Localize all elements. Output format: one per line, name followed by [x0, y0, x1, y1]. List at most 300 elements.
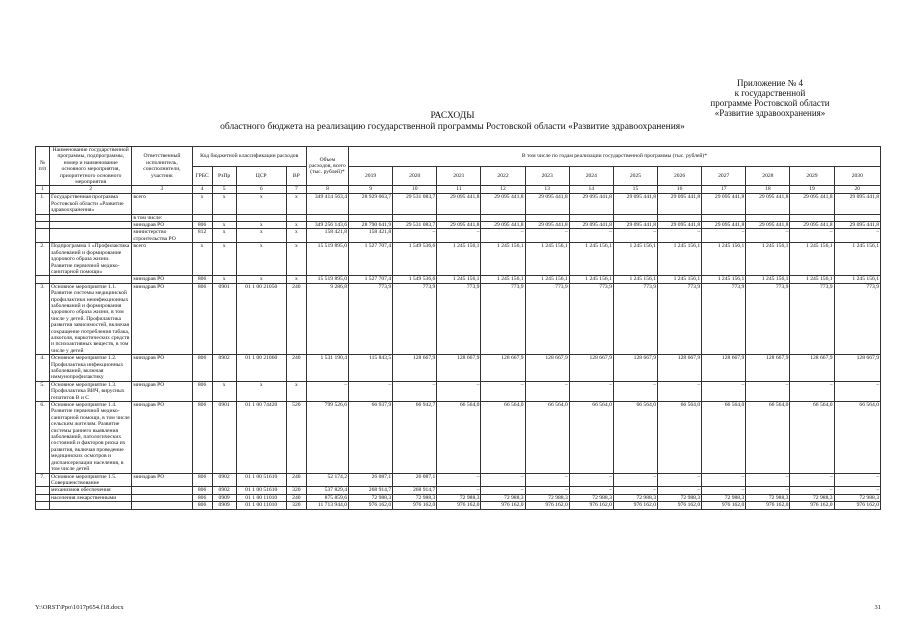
row-rzpr: x: [212, 243, 236, 276]
row-grbs: 806: [192, 502, 212, 509]
row-total: –: [306, 381, 348, 401]
row-year-value: [658, 214, 702, 221]
row-number: [36, 229, 50, 243]
row-year-value: 28 929 063,7: [349, 194, 393, 214]
header-volume: Объем расходов, всего (тыс. рублей)*: [306, 147, 348, 186]
row-total: 15 519 895,0: [306, 243, 348, 276]
row-year-value: 1 549 536,6: [393, 243, 437, 276]
document-title: [0, 111, 905, 133]
row-vr: 520: [286, 402, 306, 473]
column-number: 11: [437, 186, 481, 194]
row-executor: минздрав РО: [132, 402, 192, 473]
column-number: 12: [481, 186, 525, 194]
row-rzpr: x: [212, 381, 236, 401]
row-year-value: 128 667,9: [525, 355, 569, 382]
row-year-value: [702, 214, 746, 221]
row-year-value: –: [790, 473, 834, 487]
row-year-value: 1 245 156,1: [613, 276, 657, 283]
row-executor: минздрав РО: [132, 473, 192, 487]
row-executor: [132, 487, 192, 494]
row-year-value: –: [790, 487, 834, 494]
row-vr: x: [286, 243, 306, 276]
row-year-value: 1 245 156,1: [746, 276, 790, 283]
row-year-value: 66 937,9: [349, 402, 393, 473]
row-year-value: 976 162,0: [525, 502, 569, 509]
row-year-value: 773,9: [746, 283, 790, 354]
row-executor: минздрав РО: [132, 222, 192, 229]
row-year-value: 1 245 156,1: [658, 243, 702, 276]
row-year-value: 1 245 156,1: [437, 243, 481, 276]
appendix-line: к государственной: [734, 88, 806, 98]
row-year-value: –: [437, 487, 481, 494]
row-year-value: –: [393, 229, 437, 243]
column-number: 16: [658, 186, 702, 194]
row-year-value: 29 095 441,8: [658, 194, 702, 214]
row-year-value: 29 095 441,8: [702, 194, 746, 214]
row-number: 7.: [36, 473, 50, 487]
row-rzpr: x: [212, 229, 236, 243]
row-total: 11 713 944,0: [306, 502, 348, 509]
column-number-row: [36, 186, 881, 194]
row-csr: x: [236, 222, 286, 229]
header-vr: ВР: [286, 166, 306, 186]
row-year-value: 66 564,0: [746, 402, 790, 473]
row-total: 349 256 143,6: [306, 222, 348, 229]
row-total: [306, 214, 348, 221]
title-line-1: РАСХОДЫ: [430, 111, 475, 121]
column-number: 7: [286, 186, 306, 194]
row-year-value: [790, 214, 834, 221]
row-grbs: 806: [192, 222, 212, 229]
row-number: [36, 494, 50, 501]
row-year-value: [613, 214, 657, 221]
row-year-value: 1 245 156,1: [834, 243, 880, 276]
row-year-value: [437, 214, 481, 221]
row-year-value: –: [569, 473, 613, 487]
table-row: [36, 283, 881, 354]
row-year-value: 976 162,0: [658, 502, 702, 509]
row-number: 3.: [36, 283, 50, 354]
row-year-value: 128 667,9: [834, 355, 880, 382]
header-year: 2030: [834, 166, 880, 186]
row-year-value: 29 095 441,8: [525, 194, 569, 214]
column-number: 14: [569, 186, 613, 194]
table-row: [36, 222, 881, 229]
row-year-value: 29 095 441,8: [569, 222, 613, 229]
row-grbs: x: [192, 243, 212, 276]
row-csr: 01 1 00 74420: [236, 402, 286, 473]
row-grbs: 806: [192, 276, 212, 283]
row-year-value: 29 095 441,8: [658, 222, 702, 229]
header-grbs: ГРБС: [192, 166, 212, 186]
row-grbs: [192, 214, 212, 221]
row-year-value: –: [746, 381, 790, 401]
row-year-value: 1 527 707,4: [349, 243, 393, 276]
row-year-value: 268 914,7: [393, 487, 437, 494]
row-csr: 01 1 00 51610: [236, 487, 286, 494]
row-year-value: 66 564,0: [525, 402, 569, 473]
row-year-value: 29 531 083,7: [393, 222, 437, 229]
row-year-value: 773,9: [613, 283, 657, 354]
column-number: 17: [702, 186, 746, 194]
row-csr: [236, 214, 286, 221]
row-year-value: –: [834, 473, 880, 487]
row-year-value: 26 087,1: [349, 473, 393, 487]
row-rzpr: 0902: [212, 487, 236, 494]
row-year-value: 128 667,9: [613, 355, 657, 382]
row-year-value: 72 988,3: [746, 494, 790, 501]
row-name: Основное мероприятие 1.5. Совершенствование: [50, 473, 132, 487]
row-year-value: 29 095 441,8: [746, 194, 790, 214]
row-executor: минздрав РО: [132, 355, 192, 382]
row-csr: x: [236, 229, 286, 243]
row-csr: 01 1 00 21060: [236, 355, 286, 382]
row-year-value: 1 549 536,6: [393, 276, 437, 283]
row-year-value: 29 095 441,8: [790, 222, 834, 229]
row-year-value: –: [658, 229, 702, 243]
row-rzpr: x: [212, 194, 236, 214]
row-year-value: –: [569, 381, 613, 401]
row-number: 5.: [36, 381, 50, 401]
row-vr: 240: [286, 473, 306, 487]
file-path: Y:\ORST\Ppo\1017p654.f18.docx: [35, 604, 124, 611]
row-year-value: 1 245 156,1: [834, 276, 880, 283]
row-grbs: 806: [192, 494, 212, 501]
row-year-value: 66 564,0: [569, 402, 613, 473]
column-number: 8: [306, 186, 348, 194]
row-year-value: 1 245 156,1: [702, 276, 746, 283]
row-number: [36, 276, 50, 283]
row-grbs: 806: [192, 381, 212, 401]
table-row: [36, 502, 881, 509]
row-year-value: –: [481, 473, 525, 487]
row-year-value: –: [613, 381, 657, 401]
row-year-value: –: [525, 473, 569, 487]
row-grbs: 806: [192, 355, 212, 382]
column-number: 20: [834, 186, 880, 194]
row-grbs: 806: [192, 473, 212, 487]
header-years-group: В том числе по годам реализации государственной программы (тыс. рублей)*: [349, 147, 881, 167]
row-csr: x: [236, 243, 286, 276]
table-row: [36, 402, 881, 473]
row-year-value: 72 988,3: [790, 494, 834, 501]
column-number: 18: [746, 186, 790, 194]
row-csr: x: [236, 276, 286, 283]
column-number: 5: [212, 186, 236, 194]
row-csr: x: [236, 381, 286, 401]
row-vr: [286, 214, 306, 221]
row-total: 349 414 563,4: [306, 194, 348, 214]
row-number: [36, 214, 50, 221]
row-year-value: 976 162,0: [569, 502, 613, 509]
row-year-value: 1 245 156,1: [569, 243, 613, 276]
header-rzpr: РзПр: [212, 166, 236, 186]
row-number: [36, 502, 50, 509]
row-csr: 01 1 00 21050: [236, 283, 286, 354]
row-total: 537 829,4: [306, 487, 348, 494]
row-number: [36, 487, 50, 494]
row-year-value: 1 527 707,4: [349, 276, 393, 283]
row-year-value: 1 245 156,1: [481, 276, 525, 283]
row-year-value: 128 667,9: [746, 355, 790, 382]
row-year-value: 66 564,0: [702, 402, 746, 473]
row-year-value: 128 667,9: [569, 355, 613, 382]
row-year-value: 773,9: [393, 283, 437, 354]
table-row: [36, 355, 881, 382]
row-year-value: –: [569, 487, 613, 494]
row-year-value: 66 564,0: [658, 402, 702, 473]
row-year-value: –: [702, 381, 746, 401]
table-row: [36, 276, 881, 283]
row-vr: 320: [286, 487, 306, 494]
row-year-value: 976 162,0: [790, 502, 834, 509]
row-year-value: 1 245 156,1: [481, 243, 525, 276]
row-name: Основное мероприятие 1.3. Профилактика ВИЧ, вирусных гепатитов В и С: [50, 381, 132, 401]
row-year-value: 1 245 156,1: [569, 276, 613, 283]
row-year-value: 1 245 156,1: [790, 243, 834, 276]
row-year-value: 1 245 156,1: [702, 243, 746, 276]
row-year-value: –: [658, 381, 702, 401]
row-executor: [132, 494, 192, 501]
header-year: 2022: [481, 166, 525, 186]
row-year-value: 29 095 441,8: [481, 194, 525, 214]
row-year-value: 1 245 156,1: [525, 243, 569, 276]
page-footer: [35, 604, 881, 611]
row-year-value: [525, 214, 569, 221]
row-year-value: 158 421,8: [349, 229, 393, 243]
header-year: 2021: [437, 166, 481, 186]
table-row: [36, 494, 881, 501]
row-rzpr: 0909: [212, 494, 236, 501]
row-year-value: 66 564,0: [834, 402, 880, 473]
appendix-line: «Развитие здравоохранения»: [714, 108, 826, 118]
column-number: 19: [790, 186, 834, 194]
row-name: Основное мероприятие 1.2. Профилактика инфекционных заболеваний, включая иммунопрофилактику: [50, 355, 132, 382]
row-year-value: 72 988,3: [702, 494, 746, 501]
row-year-value: 976 162,0: [613, 502, 657, 509]
row-name: [50, 214, 132, 221]
row-year-value: –: [746, 229, 790, 243]
row-year-value: 976 162,0: [393, 502, 437, 509]
row-csr: 01 1 00 11010: [236, 494, 286, 501]
row-year-value: 773,9: [481, 283, 525, 354]
row-year-value: –: [525, 381, 569, 401]
row-year-value: 976 162,0: [349, 502, 393, 509]
row-rzpr: [212, 214, 236, 221]
row-year-value: 128 667,9: [658, 355, 702, 382]
row-year-value: 29 095 441,8: [834, 194, 880, 214]
row-year-value: 72 988,3: [349, 494, 393, 501]
row-vr: x: [286, 381, 306, 401]
row-year-value: 773,9: [658, 283, 702, 354]
column-number: 3: [132, 186, 192, 194]
appendix-line: Приложение № 4: [737, 78, 803, 88]
row-year-value: 773,9: [437, 283, 481, 354]
row-year-value: 72 988,3: [613, 494, 657, 501]
row-year-value: 29 095 441,8: [702, 222, 746, 229]
row-executor: министерство строительства РО: [132, 229, 192, 243]
row-year-value: 1 245 156,1: [658, 276, 702, 283]
row-year-value: 976 162,0: [746, 502, 790, 509]
header-year: 2023: [525, 166, 569, 186]
header-year: 2025: [613, 166, 657, 186]
row-vr: 240: [286, 494, 306, 501]
row-name: [50, 502, 132, 509]
row-year-value: 29 095 441,8: [613, 222, 657, 229]
row-year-value: [481, 214, 525, 221]
table-row: [36, 194, 881, 214]
row-year-value: 128 667,9: [393, 355, 437, 382]
row-csr: 01 1 00 51610: [236, 473, 286, 487]
expenses-table: [35, 146, 881, 510]
row-year-value: –: [834, 487, 880, 494]
header-year: 2019: [349, 166, 393, 186]
row-year-value: 773,9: [349, 283, 393, 354]
row-total: 15 519 895,0: [306, 276, 348, 283]
row-executor: в том числе:: [132, 214, 192, 221]
row-number: 4.: [36, 355, 50, 382]
row-year-value: [834, 214, 880, 221]
row-year-value: 1 245 156,1: [790, 276, 834, 283]
header-year: 2020: [393, 166, 437, 186]
row-executor: минздрав РО: [132, 381, 192, 401]
row-year-value: –: [790, 381, 834, 401]
table-row: [36, 243, 881, 276]
header-year: 2027: [702, 166, 746, 186]
row-year-value: –: [613, 229, 657, 243]
row-rzpr: 0901: [212, 283, 236, 354]
row-year-value: 66 942,7: [393, 402, 437, 473]
row-vr: 240: [286, 355, 306, 382]
header-year: 2026: [658, 166, 702, 186]
row-number: [36, 222, 50, 229]
row-year-value: 976 162,0: [437, 502, 481, 509]
table-row: [36, 381, 881, 401]
row-year-value: –: [702, 473, 746, 487]
row-year-value: 29 095 441,8: [525, 222, 569, 229]
column-number: 15: [613, 186, 657, 194]
row-year-value: 29 095 441,8: [790, 194, 834, 214]
row-year-value: 976 162,0: [481, 502, 525, 509]
row-year-value: –: [349, 381, 393, 401]
row-year-value: 66 564,0: [613, 402, 657, 473]
row-year-value: –: [658, 487, 702, 494]
row-year-value: –: [481, 487, 525, 494]
row-year-value: 1 245 156,1: [613, 243, 657, 276]
row-year-value: 29 095 441,8: [834, 222, 880, 229]
row-year-value: 976 162,0: [834, 502, 880, 509]
row-rzpr: 0909: [212, 502, 236, 509]
row-year-value: 66 564,0: [790, 402, 834, 473]
row-name: населения лекарственными: [50, 494, 132, 501]
header-year: 2029: [790, 166, 834, 186]
row-number: 6.: [36, 402, 50, 473]
row-csr: x: [236, 194, 286, 214]
row-year-value: –: [834, 381, 880, 401]
row-year-value: –: [834, 229, 880, 243]
row-year-value: –: [437, 381, 481, 401]
page-number: 31: [874, 604, 881, 611]
row-number: 2.: [36, 243, 50, 276]
title-line-2: областного бюджета на реализацию государственной программы Ростовской области «Развитие здравоохранения»: [220, 122, 685, 132]
row-name: [50, 222, 132, 229]
table-row: [36, 487, 881, 494]
row-year-value: –: [702, 229, 746, 243]
table-row: [36, 229, 881, 243]
row-year-value: 773,9: [834, 283, 880, 354]
row-vr: x: [286, 222, 306, 229]
row-year-value: –: [569, 229, 613, 243]
row-name: Подпрограмма 1 «Профилактика заболеваний и формирование здорового образа жизни. Развитие первичной медико-санитарной помощи»: [50, 243, 132, 276]
header-executor: Ответственный исполнитель, соисполнители, участник: [132, 147, 192, 186]
row-year-value: –: [393, 381, 437, 401]
row-executor: всего: [132, 243, 192, 276]
appendix-line: программе Ростовской области: [710, 98, 830, 108]
row-rzpr: 0902: [212, 355, 236, 382]
row-year-value: 28 790 641,9: [349, 222, 393, 229]
row-year-value: 128 667,9: [702, 355, 746, 382]
row-year-value: [746, 214, 790, 221]
row-total: 799 526,6: [306, 402, 348, 473]
column-number: 1: [36, 186, 50, 194]
row-year-value: 976 162,0: [702, 502, 746, 509]
row-vr: x: [286, 229, 306, 243]
row-year-value: –: [481, 229, 525, 243]
row-year-value: 115 843,5: [349, 355, 393, 382]
row-vr: 320: [286, 502, 306, 509]
column-number: 10: [393, 186, 437, 194]
row-year-value: 72 988,3: [393, 494, 437, 501]
row-year-value: 72 988,3: [437, 494, 481, 501]
row-year-value: 1 245 156,1: [437, 276, 481, 283]
header-year: 2024: [569, 166, 613, 186]
column-number: 4: [192, 186, 212, 194]
row-year-value: –: [481, 381, 525, 401]
row-name: Государственная программа Ростовской области «Развитие здравоохранения»: [50, 194, 132, 214]
row-grbs: 806: [192, 283, 212, 354]
row-grbs: 812: [192, 229, 212, 243]
header-codes: Код бюджетной классификации расходов: [192, 147, 306, 167]
row-year-value: –: [702, 487, 746, 494]
row-rzpr: x: [212, 276, 236, 283]
header-year: 2028: [746, 166, 790, 186]
row-year-value: –: [746, 487, 790, 494]
table-row: [36, 214, 881, 221]
row-year-value: [569, 214, 613, 221]
header-num: № п/п: [36, 147, 50, 186]
row-year-value: 773,9: [790, 283, 834, 354]
row-year-value: 1 245 156,1: [525, 276, 569, 283]
row-year-value: –: [525, 229, 569, 243]
row-vr: x: [286, 276, 306, 283]
row-year-value: –: [790, 229, 834, 243]
row-executor: [132, 502, 192, 509]
row-number: 1.: [36, 194, 50, 214]
row-year-value: 29 095 441,8: [613, 194, 657, 214]
row-vr: 240: [286, 283, 306, 354]
row-year-value: 1 245 156,1: [746, 243, 790, 276]
row-year-value: 29 095 441,8: [746, 222, 790, 229]
row-year-value: 128 667,9: [481, 355, 525, 382]
row-year-value: 773,9: [702, 283, 746, 354]
row-name: Основное мероприятие 1.4. Развитие первичной медико-санитарной помощи, в том числе сельским жителям. Развитие системы раннего выявления заболеваний, патологических состояний и факторов риска их развития, включая проведение медицинских осмотров и диспансеризации населения, в том числе детей: [50, 402, 132, 473]
row-year-value: 66 564,0: [481, 402, 525, 473]
row-year-value: 29 095 441,8: [437, 194, 481, 214]
row-name: механизмов обеспечения: [50, 487, 132, 494]
column-number: 9: [349, 186, 393, 194]
row-year-value: 72 988,3: [834, 494, 880, 501]
row-rzpr: x: [212, 222, 236, 229]
